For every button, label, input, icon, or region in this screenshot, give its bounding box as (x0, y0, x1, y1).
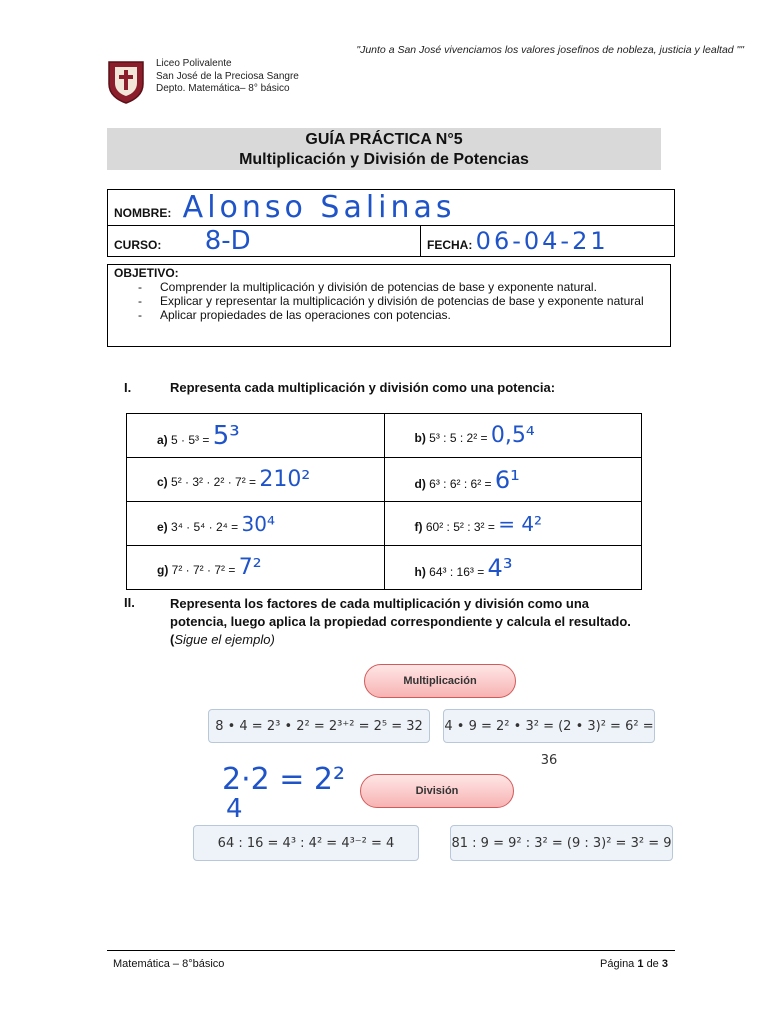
exercise-cell[interactable]: a) 5 · 5³ = 5³ (127, 414, 385, 458)
student-info-table (107, 189, 675, 257)
curso-cell[interactable] (108, 226, 421, 257)
multiplication-label-pill: Multiplicación (364, 664, 516, 698)
school-crest-logo (107, 60, 145, 104)
handwritten-answer: 6¹ (494, 465, 520, 494)
department: Depto. Matemática– 8° básico (156, 83, 290, 94)
section1-number: I. (124, 380, 132, 395)
exercise-cell[interactable]: d) 6³ : 6² : 6² = 6¹ (384, 458, 642, 502)
guide-title (107, 128, 661, 170)
school-name: Liceo Polivalente (156, 58, 232, 69)
page-indicator: Página 1 de 3 (600, 958, 668, 970)
handwritten-answer: = 4² (498, 511, 543, 536)
handwritten-answer: 5³ (212, 420, 240, 451)
section2-number: II. (124, 595, 135, 610)
exercise-cell[interactable]: b) 5³ : 5 : 2² = 0,5⁴ (384, 414, 642, 458)
guide-title-line2: Multiplicación y División de Potencias (239, 151, 529, 168)
nombre-value: Alonso Salinas (182, 190, 456, 225)
section2-instruction: Representa los factores de cada multiplicación y división como una potencia, luego aplica la propiedad correspondiente y calcula el resultado. (Sigue el ejemplo) (170, 596, 631, 647)
handwritten-note: 2·2 = 2² (222, 762, 346, 797)
footer-subject: Matemática – 8°básico (113, 958, 225, 970)
school-info (156, 58, 299, 96)
handwritten-answer: 210² (259, 467, 311, 492)
handwritten-answer: 0,5⁴ (490, 423, 535, 448)
footer-divider (107, 950, 675, 951)
school-motto: "Junto a San José vivenciamos los valores josefinos de nobleza, justicia y lealtad "" (356, 44, 744, 56)
exercise-cell[interactable]: e) 3⁴ · 5⁴ · 2⁴ = 30⁴ (127, 502, 385, 546)
school-sub: San José de la Preciosa Sangre (156, 70, 299, 82)
exercise-cell[interactable]: h) 64³ : 16³ = 4³ (384, 546, 642, 590)
objective-list (114, 280, 664, 322)
division-label-pill: División (360, 774, 514, 808)
handwritten-answer: 30⁴ (241, 511, 275, 536)
objective-item: - Aplicar propiedades de las operaciones con potencias. (138, 308, 451, 322)
exercise-cell[interactable]: c) 5² · 3² · 2² · 7² = 210² (127, 458, 385, 502)
curso-value: 8-D (204, 226, 251, 256)
division-example-1: 64 : 16 = 4³ : 4² = 4³⁻² = 4 (193, 825, 419, 861)
section1-instruction: Representa cada multiplicación y división como una potencia: (170, 380, 556, 395)
fecha-value: 06-04-21 (475, 227, 609, 255)
fecha-label: FECHA: (427, 238, 473, 252)
objective-item: - Comprender la multiplicación y división de potencias de base y exponente natural. (138, 280, 597, 294)
handwritten-answer: 4³ (487, 553, 513, 582)
multiplication-example-1: 8 • 4 = 2³ • 2² = 2³⁺² = 2⁵ = 32 (208, 709, 430, 743)
division-example-2: 81 : 9 = 9² : 3² = (9 : 3)² = 3² = 9 (450, 825, 673, 861)
name-cell[interactable] (108, 190, 675, 226)
nombre-label: NOMBRE: (114, 206, 172, 220)
exercise-cell[interactable]: f) 60² : 5² : 3² = = 4² (384, 502, 642, 546)
multiplication-example-2: 4 • 9 = 2² • 3² = (2 • 3)² = 6² = 36 (443, 709, 655, 743)
objective-title: OBJETIVO: (114, 266, 179, 280)
exercise-cell[interactable]: g) 7² · 7² · 7² = 7² (127, 546, 385, 590)
handwritten-note-2: 4 (226, 794, 243, 824)
fecha-cell[interactable] (421, 226, 675, 257)
curso-label: CURSO: (114, 238, 162, 252)
objective-item: - Explicar y representar la multiplicación y división de potencias de base y exponente natural (138, 294, 644, 308)
objective-box (107, 264, 671, 347)
handwritten-answer: 7² (238, 555, 262, 580)
guide-title-line1: GUÍA PRÁCTICA N°5 (305, 131, 463, 148)
exercise-table (126, 413, 642, 590)
